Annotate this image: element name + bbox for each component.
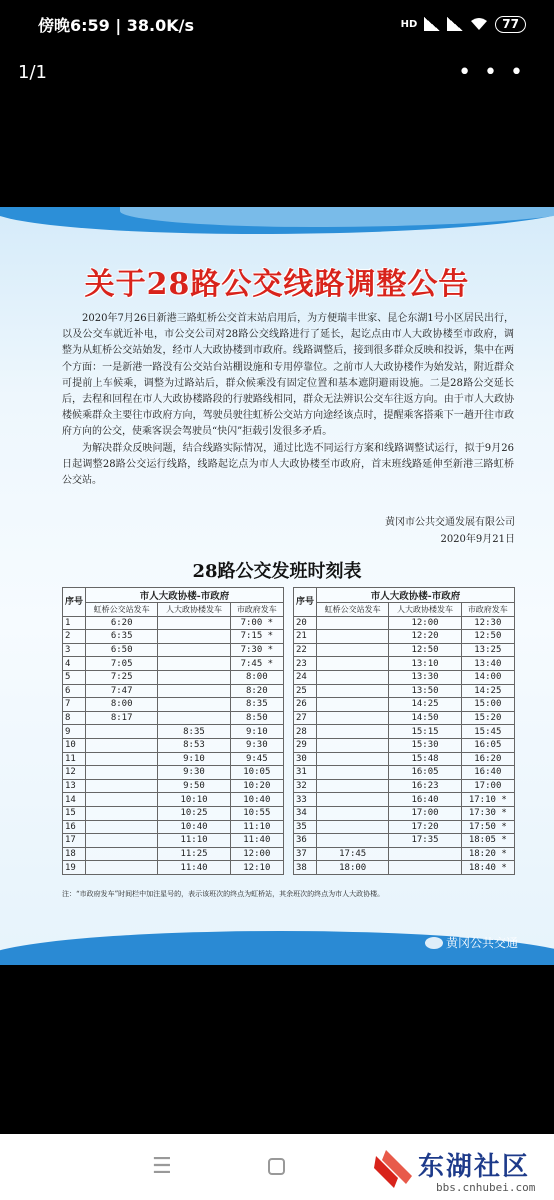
table-row: [294, 738, 515, 752]
watermark: [425, 934, 518, 951]
renda-time-cell: 13:50: [389, 684, 461, 698]
seq-header: 序号: [63, 588, 86, 617]
hongqiao-time-cell: [317, 752, 389, 766]
seq-cell: 24: [294, 670, 317, 684]
hongqiao-time-cell: [86, 766, 158, 780]
seq-cell: 23: [294, 657, 317, 671]
shizhengfu-time-cell: 9:30: [230, 738, 283, 752]
renda-time-cell: [158, 711, 230, 725]
status-icons: [401, 16, 526, 33]
shizhengfu-time-cell: 17:10 *: [461, 793, 514, 807]
table-row: [294, 616, 515, 630]
hongqiao-time-cell: 18:00: [317, 861, 389, 875]
seq-cell: 1: [63, 616, 86, 630]
hongqiao-time-cell: [317, 684, 389, 698]
forum-logo: [370, 1146, 554, 1200]
shizhengfu-time-cell: 12:30: [461, 616, 514, 630]
hongqiao-time-cell: [86, 847, 158, 861]
hongqiao-time-cell: [317, 698, 389, 712]
shizhengfu-time-cell: 18:05 *: [461, 834, 514, 848]
shizhengfu-time-cell: 15:20: [461, 711, 514, 725]
hongqiao-time-cell: 8:17: [86, 711, 158, 725]
watermark-text: 黄冈公共交通: [446, 936, 519, 950]
table-row: [63, 643, 284, 657]
hongqiao-time-cell: [317, 738, 389, 752]
shizhengfu-time-cell: 10:55: [230, 806, 283, 820]
col-header-renda: 人大政协楼发车: [158, 603, 230, 617]
table-row: [294, 684, 515, 698]
hongqiao-time-cell: 6:50: [86, 643, 158, 657]
signal-icon-2: [447, 17, 463, 31]
shizhengfu-time-cell: 8:35: [230, 698, 283, 712]
renda-time-cell: 16:23: [389, 779, 461, 793]
seq-cell: 8: [63, 711, 86, 725]
seq-cell: 29: [294, 738, 317, 752]
table-row: [63, 698, 284, 712]
renda-time-cell: [158, 684, 230, 698]
hongqiao-time-cell: [86, 779, 158, 793]
renda-time-cell: 12:50: [389, 643, 461, 657]
renda-time-cell: [158, 630, 230, 644]
wifi-icon: [470, 17, 488, 31]
shizhengfu-time-cell: 7:00 *: [230, 616, 283, 630]
shizhengfu-time-cell: 8:50: [230, 711, 283, 725]
renda-time-cell: [158, 698, 230, 712]
forum-logo-text: 东湖社区: [418, 1152, 531, 1182]
table-row: [294, 657, 515, 671]
renda-time-cell: 11:40: [158, 861, 230, 875]
table-row: [63, 711, 284, 725]
shizhengfu-time-cell: 17:30 *: [461, 806, 514, 820]
seq-cell: 22: [294, 643, 317, 657]
seq-cell: 37: [294, 847, 317, 861]
shizhengfu-time-cell: 8:00: [230, 670, 283, 684]
seq-cell: 17: [63, 834, 86, 848]
renda-time-cell: 17:00: [389, 806, 461, 820]
seq-cell: 38: [294, 861, 317, 875]
seq-cell: 35: [294, 820, 317, 834]
hongqiao-time-cell: [317, 670, 389, 684]
hongqiao-time-cell: [317, 793, 389, 807]
table-row: [294, 847, 515, 861]
shizhengfu-time-cell: 13:25: [461, 643, 514, 657]
seq-header: 序号: [294, 588, 317, 617]
table-row: [294, 779, 515, 793]
hongqiao-time-cell: 8:00: [86, 698, 158, 712]
table-row: [63, 820, 284, 834]
hongqiao-time-cell: 7:47: [86, 684, 158, 698]
seq-cell: 18: [63, 847, 86, 861]
hongqiao-time-cell: [317, 616, 389, 630]
seq-cell: 20: [294, 616, 317, 630]
renda-time-cell: 14:25: [389, 698, 461, 712]
table-row: [63, 752, 284, 766]
renda-time-cell: 16:05: [389, 766, 461, 780]
timetable-right: [293, 587, 515, 875]
renda-time-cell: 9:50: [158, 779, 230, 793]
hongqiao-time-cell: [86, 806, 158, 820]
seq-cell: 28: [294, 725, 317, 739]
table-row: [294, 793, 515, 807]
shizhengfu-time-cell: 11:10: [230, 820, 283, 834]
timetable-left-body: [63, 616, 284, 874]
table-row: [294, 806, 515, 820]
shizhengfu-time-cell: 17:00: [461, 779, 514, 793]
notice-paragraph-2: 为解决群众反映问题，结合线路实际情况，通过比选不同运行方案和线路调整试运行，拟于9月26日起调整28路公交运行线路，线路起讫点为市人大政协楼至市政府，首末班线路延伸至新港三路虹桥公交站。: [62, 442, 514, 487]
viewer-toolbar: [0, 52, 554, 92]
hongqiao-time-cell: [317, 643, 389, 657]
notice-date: 2020年9月21日: [440, 534, 515, 545]
notice-paragraph-1: 2020年7月26日新港三路虹桥公交首末站启用后，为方便瑞丰世家、昆仑东湖1号小区居民出行，以及公交车就近补电，市公交公司对28路公交线路进行了延长，起讫点由市人大政协楼至市政府，调整为从虹桥公交站始发，经市人大政协楼到市政府。线路调整后，接到很多群众反映和投诉，集中在两个方面：一是新港一路没有公交站台站棚设施和专用停靠位。之前市人大政协楼作为始发站，附近群众可提前上车候乘，调整为过路站后，群众候乘没有固定位置和基本遮阴避雨设施。二是28路公交延长后，去程和回程在市人大政协楼路段的行驶路线相同，群众无法辨识公交车往返方向。由于市人大政协楼候乘群众主要往市政府方向，驾驶员驶往虹桥公交站方向途经该点时，提醒乘客搭乘下一趟开往市政府方向的公交，使乘客误会驾驶员“快闪”拒载引发很多矛盾。: [62, 313, 514, 438]
renda-time-cell: 12:20: [389, 630, 461, 644]
page-counter: 1/1: [18, 61, 47, 83]
table-row: [63, 630, 284, 644]
menu-icon[interactable]: ☰: [152, 1154, 172, 1179]
hongqiao-time-cell: [317, 766, 389, 780]
shizhengfu-time-cell: 7:15 *: [230, 630, 283, 644]
table-row: [63, 616, 284, 630]
renda-time-cell: 17:35: [389, 834, 461, 848]
table-row: [63, 861, 284, 875]
shizhengfu-time-cell: 10:40: [230, 793, 283, 807]
renda-time-cell: [389, 847, 461, 861]
notice-body: [62, 311, 514, 489]
col-header-hongqiao: 虹桥公交站发车: [86, 603, 158, 617]
table-row: [294, 861, 515, 875]
hongqiao-time-cell: [86, 752, 158, 766]
seq-cell: 19: [63, 861, 86, 875]
renda-time-cell: 12:00: [389, 616, 461, 630]
shizhengfu-time-cell: 9:45: [230, 752, 283, 766]
seq-cell: 16: [63, 820, 86, 834]
col-header-renda: 人大政协楼发车: [389, 603, 461, 617]
seq-cell: 4: [63, 657, 86, 671]
hongqiao-time-cell: 7:05: [86, 657, 158, 671]
renda-time-cell: 9:30: [158, 766, 230, 780]
hongqiao-time-cell: [317, 725, 389, 739]
timetable-left: [62, 587, 284, 875]
renda-time-cell: 13:10: [389, 657, 461, 671]
seq-cell: 33: [294, 793, 317, 807]
renda-time-cell: [158, 616, 230, 630]
col-header-hongqiao: 虹桥公交站发车: [317, 603, 389, 617]
seq-cell: 32: [294, 779, 317, 793]
seq-cell: 13: [63, 779, 86, 793]
table-row: [63, 779, 284, 793]
seq-cell: 11: [63, 752, 86, 766]
renda-time-cell: 10:40: [158, 820, 230, 834]
shizhengfu-time-cell: 16:20: [461, 752, 514, 766]
col-header-shizhengfu: 市政府发车: [230, 603, 283, 617]
table-row: [63, 793, 284, 807]
table-row: [63, 670, 284, 684]
table-row: [63, 834, 284, 848]
shizhengfu-time-cell: 7:45 *: [230, 657, 283, 671]
table-row: [294, 752, 515, 766]
seq-cell: 6: [63, 684, 86, 698]
hongqiao-time-cell: [317, 711, 389, 725]
hongqiao-time-cell: [317, 820, 389, 834]
renda-time-cell: [389, 861, 461, 875]
seq-cell: 34: [294, 806, 317, 820]
timetable-title: 28路公交发班时刻表: [192, 561, 362, 582]
hongqiao-time-cell: 6:20: [86, 616, 158, 630]
table-row: [294, 766, 515, 780]
table-row: [63, 684, 284, 698]
seq-cell: 7: [63, 698, 86, 712]
seq-cell: 31: [294, 766, 317, 780]
hongqiao-time-cell: [317, 657, 389, 671]
seq-cell: 30: [294, 752, 317, 766]
renda-time-cell: 8:35: [158, 725, 230, 739]
table-row: [294, 834, 515, 848]
table-row: [63, 738, 284, 752]
renda-time-cell: 9:10: [158, 752, 230, 766]
seq-cell: 36: [294, 834, 317, 848]
hongqiao-time-cell: 7:25: [86, 670, 158, 684]
seq-cell: 21: [294, 630, 317, 644]
seq-cell: 3: [63, 643, 86, 657]
table-row: [63, 657, 284, 671]
shizhengfu-time-cell: 16:40: [461, 766, 514, 780]
shizhengfu-time-cell: 18:20 *: [461, 847, 514, 861]
renda-time-cell: 8:53: [158, 738, 230, 752]
renda-time-cell: 10:10: [158, 793, 230, 807]
hongqiao-time-cell: [317, 630, 389, 644]
hongqiao-time-cell: [86, 834, 158, 848]
hd-badge: HD: [400, 18, 418, 30]
table-row: [294, 670, 515, 684]
group-header: 市人大政协楼-市政府: [317, 588, 515, 603]
forum-logo-url: bbs.cnhubei.com: [436, 1181, 536, 1194]
renda-time-cell: [158, 643, 230, 657]
seq-cell: 25: [294, 684, 317, 698]
hongqiao-time-cell: [86, 793, 158, 807]
wechat-icon: [425, 937, 443, 949]
shizhengfu-time-cell: 10:20: [230, 779, 283, 793]
shizhengfu-time-cell: 18:40 *: [461, 861, 514, 875]
status-time-speed: 傍晚6:59 | 38.0K/s: [38, 15, 195, 35]
shizhengfu-time-cell: 15:00: [461, 698, 514, 712]
table-row: [63, 725, 284, 739]
seq-cell: 10: [63, 738, 86, 752]
seq-cell: 2: [63, 630, 86, 644]
shizhengfu-time-cell: 7:30 *: [230, 643, 283, 657]
table-row: [63, 847, 284, 861]
table-row: [63, 806, 284, 820]
hongqiao-time-cell: [86, 725, 158, 739]
seq-cell: 26: [294, 698, 317, 712]
hongqiao-time-cell: [86, 820, 158, 834]
more-options-icon[interactable]: • • •: [458, 59, 526, 85]
notice-title: 关于28路公交线路调整公告: [84, 267, 470, 302]
shizhengfu-time-cell: 11:40: [230, 834, 283, 848]
timetable-footnote: 注：“市政府发车”时间栏中加注星号的，表示该班次的终点为虹桥站，其余班次的终点为市人大政协楼。: [62, 890, 385, 898]
hongqiao-time-cell: 17:45: [317, 847, 389, 861]
shizhengfu-time-cell: 8:20: [230, 684, 283, 698]
table-row: [294, 698, 515, 712]
hongqiao-time-cell: [86, 861, 158, 875]
table-row: [294, 725, 515, 739]
table-row: [294, 711, 515, 725]
table-row: [294, 820, 515, 834]
forum-logo-mark-icon: [372, 1148, 418, 1190]
table-row: [294, 643, 515, 657]
home-icon[interactable]: [268, 1158, 285, 1175]
table-row: [294, 630, 515, 644]
shizhengfu-time-cell: 12:50: [461, 630, 514, 644]
renda-time-cell: 17:20: [389, 820, 461, 834]
renda-time-cell: 15:15: [389, 725, 461, 739]
renda-time-cell: 13:30: [389, 670, 461, 684]
renda-time-cell: [158, 657, 230, 671]
seq-cell: 5: [63, 670, 86, 684]
hongqiao-time-cell: [86, 738, 158, 752]
table-row: [63, 766, 284, 780]
renda-time-cell: [158, 670, 230, 684]
renda-time-cell: 15:30: [389, 738, 461, 752]
renda-time-cell: 14:50: [389, 711, 461, 725]
battery-icon: 77: [495, 16, 526, 33]
notice-issuer: 黄冈市公共交通发展有限公司: [385, 517, 515, 528]
shizhengfu-time-cell: 12:00: [230, 847, 283, 861]
signal-icon: [424, 17, 440, 31]
shizhengfu-time-cell: 10:05: [230, 766, 283, 780]
hongqiao-time-cell: 6:35: [86, 630, 158, 644]
seq-cell: 14: [63, 793, 86, 807]
renda-time-cell: 11:10: [158, 834, 230, 848]
group-header: 市人大政协楼-市政府: [86, 588, 284, 603]
hongqiao-time-cell: [317, 834, 389, 848]
shizhengfu-time-cell: 17:50 *: [461, 820, 514, 834]
shizhengfu-time-cell: 16:05: [461, 738, 514, 752]
bottom-nav-bar: [0, 1134, 554, 1200]
timetable-right-body: [294, 616, 515, 874]
shizhengfu-time-cell: 12:10: [230, 861, 283, 875]
shizhengfu-time-cell: 14:00: [461, 670, 514, 684]
col-header-shizhengfu: 市政府发车: [461, 603, 514, 617]
renda-time-cell: 15:48: [389, 752, 461, 766]
seq-cell: 12: [63, 766, 86, 780]
renda-time-cell: 16:40: [389, 793, 461, 807]
shizhengfu-time-cell: 14:25: [461, 684, 514, 698]
hongqiao-time-cell: [317, 806, 389, 820]
seq-cell: 9: [63, 725, 86, 739]
shizhengfu-time-cell: 13:40: [461, 657, 514, 671]
seq-cell: 15: [63, 806, 86, 820]
status-bar: [0, 0, 554, 48]
renda-time-cell: 10:25: [158, 806, 230, 820]
shizhengfu-time-cell: 15:45: [461, 725, 514, 739]
hongqiao-time-cell: [317, 779, 389, 793]
renda-time-cell: 11:25: [158, 847, 230, 861]
notice-image[interactable]: [0, 207, 554, 965]
seq-cell: 27: [294, 711, 317, 725]
shizhengfu-time-cell: 9:10: [230, 725, 283, 739]
